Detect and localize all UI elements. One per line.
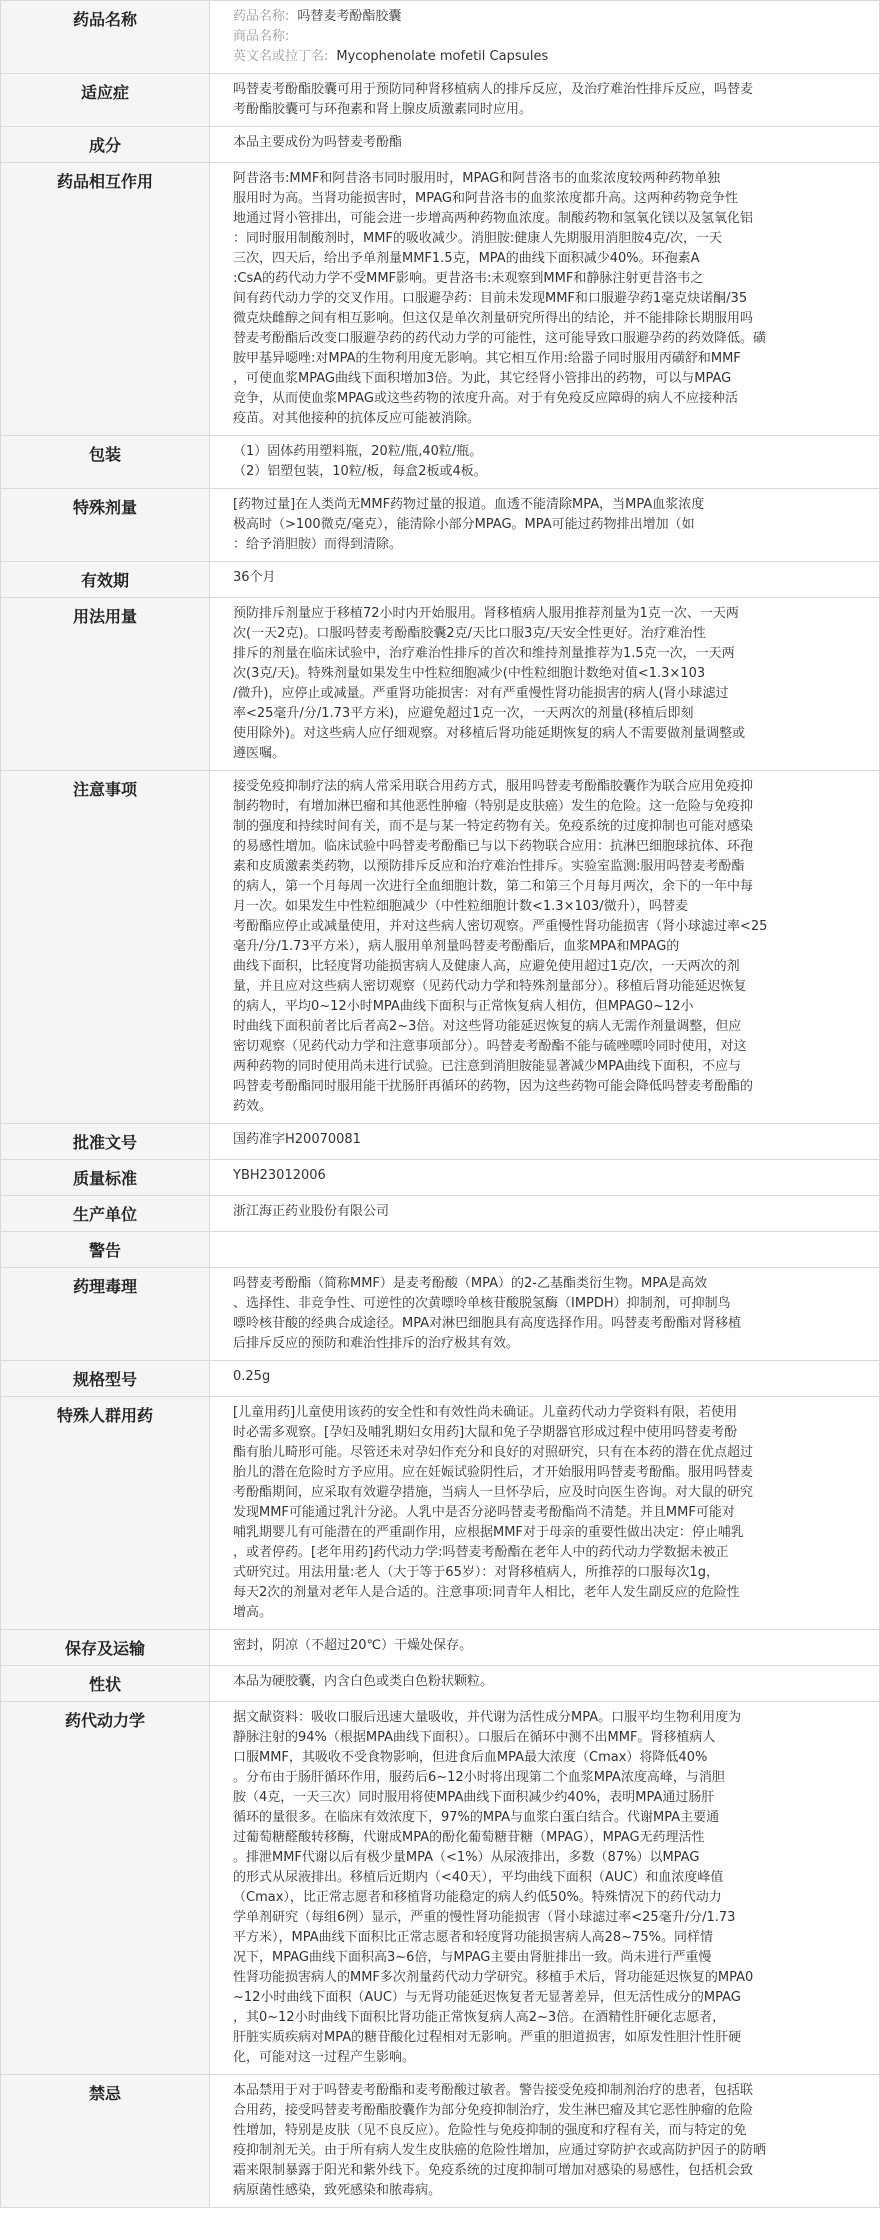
name-line xyxy=(233,27,865,47)
text-line: 。排泄MMF代谢以后有极少量MPA（<1%）从尿液排出，多数（87%）以MPAG xyxy=(233,1850,700,1865)
text-line: 式研究过。用法用量:老人（大于等于65岁）：对肾移植病人，所推荐的口服每次1g， xyxy=(233,1565,719,1580)
text-line: （Cmax），比正常志愿者和移植肾功能稳定的病人约低50%。特殊情况下的药代动力 xyxy=(233,1890,722,1905)
text-line: 的易感性增加。临床试验中吗替麦考酚酯已与以下药物联合应用：抗淋巴细胞球抗体、环孢 xyxy=(233,839,754,854)
text-line: 性增加，特别是皮肤（见不良反应）。危险性与免疫抑制的强度和疗程有关，而与特定的免 xyxy=(233,2123,747,2138)
text-line: 胎儿的潜在危险时方予应用。应在妊娠试验阴性后，才开始服用吗替麦考酚酯。服用吗替麦 xyxy=(233,1465,754,1480)
text-line: 每天2次的剂量对老年人是合适的。注意事项:同青年人相比，老年人发生副反应的危险性 xyxy=(233,1585,740,1600)
text-line: 制药物时，有增加淋巴瘤和其他恶性肿瘤（特别是皮肤癌）发生的危险。这一危险与免疫抑 xyxy=(233,799,754,814)
text-line: 静脉注射的94%（根据MPA曲线下面积）。口服后在循环中测不出MMF。肾移植病人 xyxy=(233,1730,716,1745)
pharmacokinetics-value xyxy=(210,1702,880,2075)
text-line: 使用除外)。对这些病人应仔细观察。对移植后肾功能延期恢复的病人不需要做剂量调整或 xyxy=(233,726,746,741)
text-line: [儿童用药]儿童使用该药的安全性和有效性尚未确证。儿童药代动力学资料有限，若使用 xyxy=(233,1405,738,1420)
text-line: ：给予消胆胺）而得到清除。 xyxy=(233,537,403,552)
text-line: 况下，MPAG曲线下面积高3~6倍，与MPAG主要由肾脏排出一致。尚未进行严重慢 xyxy=(233,1950,712,1965)
warning-value xyxy=(210,1232,880,1268)
text-line: 考酚酯期间，应采取有效避孕措施，当病人一旦怀孕后，应及时向医生咨询。对大鼠的研究 xyxy=(233,1485,754,1500)
text-line: 口服MMF，其吸收不受食物影响，但进食后血MPA最大浓度（Cmax）将降低40% xyxy=(233,1750,708,1765)
text-line: 胺甲基异噁唑:对MPA的生物利用度无影响。其它相互作用:给嚣子同时服用丙磺舒和MMF xyxy=(233,351,741,366)
text-line: 遵医嘱。 xyxy=(233,746,286,761)
text-line: 接受免疫抑制疗法的病人常采用联合用药方式，服用吗替麦考酚酯胶囊作为联合应用免疫抑 xyxy=(233,779,754,794)
text-line: ，其0~12小时曲线下面积比肾功能正常恢复病人高2~3倍。在酒精性肝硬化志愿者， xyxy=(233,2010,726,2025)
name-line-label: 药品名称: xyxy=(233,9,290,24)
warning-label: 警告 xyxy=(1,1232,210,1268)
text-line: 的形式从尿液排出。移植后近期内（<40天），平均曲线下面积（AUC）和血浓度峰值 xyxy=(233,1870,724,1885)
row-expiry xyxy=(1,562,880,598)
text-line: 曲线下面积，比轻度肾功能损害病人及健康人高，应避免使用超过1克/次，一天两次的剂 xyxy=(233,959,740,974)
name-line xyxy=(233,7,865,27)
text-line: 国药准字H20070081 xyxy=(233,1132,361,1147)
indications-label: 适应症 xyxy=(1,74,210,127)
text-line: YBH23012006 xyxy=(233,1168,326,1183)
text-line: 微克炔雌醇之间有相互影响。但这仅是单次剂量研究所得出的结论，并不能排除长期服用吗 xyxy=(233,311,754,326)
text-line: 化，可能对这一过程产生影响。 xyxy=(233,2050,416,2065)
text-line: 间有药代动力学的交叉作用。口服避孕药：目前未发现MMF和口服避孕药1毫克炔诺酮/35 xyxy=(233,291,748,306)
row-special-populations xyxy=(1,1397,880,1630)
manufacturer-label: 生产单位 xyxy=(1,1196,210,1232)
text-line: 阿昔洛韦:MMF和阿昔洛韦同时服用时，MPAG和阿昔洛韦的血浆浓度较两种药物单独 xyxy=(233,171,721,186)
text-line: 本品主要成份为吗替麦考酚酯 xyxy=(233,135,403,150)
text-line: 0.25g xyxy=(233,1369,271,1384)
special-populations-value xyxy=(210,1397,880,1630)
name-line-label: 商品名称: xyxy=(233,29,290,44)
packaging-label: 包装 xyxy=(1,436,210,489)
row-ingredients xyxy=(1,127,880,163)
text-line: 胺（4克，一天三次）同时服用将使MPA曲线下面积减少约40%，表明MPA通过肠肝 xyxy=(233,1790,715,1805)
row-indications xyxy=(1,74,880,127)
row-drug-name xyxy=(1,1,880,74)
row-manufacturer xyxy=(1,1196,880,1232)
text-line: 36个月 xyxy=(233,570,276,585)
drug-interactions-value xyxy=(210,163,880,436)
name-line-label: 英文名或拉丁名: xyxy=(233,49,329,64)
special-dosage-label: 特殊剂量 xyxy=(1,489,210,562)
storage-transport-value xyxy=(210,1630,880,1666)
text-line: 制的强度和持续时间有关，而不是与某一特定药物有关。免疫系统的过度抑制也可能对感染 xyxy=(233,819,754,834)
row-usage-dosage xyxy=(1,598,880,771)
text-line: 密切观察（见药代动力学和注意事项部分）。吗替麦考酚酯不能与硫唑嘌呤同时使用，对这 xyxy=(233,1039,747,1054)
text-line: 性肾功能损害病人的MMF多次剂量药代动力学研究。移植手术后，肾功能延迟恢复的MPA0 xyxy=(233,1970,754,1985)
text-line: 吗替麦考酚酯同时服用能干扰肠肝再循环的药物，因为这些药物可能会降低吗替麦考酚酯的 xyxy=(233,1079,754,1094)
row-pharmacology-toxicology xyxy=(1,1268,880,1361)
row-special-dosage xyxy=(1,489,880,562)
text-line: 本品禁用于对于吗替麦考酚酯和麦考酚酸过敏者。警告接受免疫抑制剂治疗的患者，包括联 xyxy=(233,2083,754,2098)
approval-number-label: 批准文号 xyxy=(1,1124,210,1160)
text-line: 的病人，第一个月每周一次进行全血细胞计数，第二和第三个月每月两次，余下的一年中每 xyxy=(233,879,754,894)
quality-standard-label: 质量标准 xyxy=(1,1160,210,1196)
text-line: 药效。 xyxy=(233,1099,273,1114)
drug-interactions-label: 药品相互作用 xyxy=(1,163,210,436)
row-pharmacokinetics xyxy=(1,1702,880,2075)
packaging-value xyxy=(210,436,880,489)
text-line: 平方米），MPA曲线下面积比正常志愿者和轻度肾功能损害病人高28~75%。同样情 xyxy=(233,1930,713,1945)
text-line: 三次，四天后，给出予单剂量MMF1.5克，MPA的曲线下面积减少40%。环孢素A xyxy=(233,251,700,266)
text-line: 学单剂研究（每组6例）显示，严重的慢性肾功能损害（肾小球滤过率<25毫升/分/1.73 xyxy=(233,1910,736,1925)
text-line: 循环的量很多。在临床有效浓度下，97%的MPA与血浆白蛋白结合。代谢MPA主要通 xyxy=(233,1810,720,1825)
specification-label: 规格型号 xyxy=(1,1361,210,1397)
drug-name-label: 药品名称 xyxy=(1,1,210,74)
description-value xyxy=(210,1666,880,1702)
row-quality-standard xyxy=(1,1160,880,1196)
name-line-value: Mycophenolate mofetil Capsules xyxy=(336,49,549,64)
expiry-label: 有效期 xyxy=(1,562,210,598)
storage-transport-label: 保存及运输 xyxy=(1,1630,210,1666)
text-line: /微升)，应停止或减量。严重肾功能损害：对有严重慢性肾功能损害的病人(肾小球滤过 xyxy=(233,686,729,701)
text-line: ，或者停药。[老年用药]药代动力学:吗替麦考酚酯在老年人中的药代动力学数据未被正 xyxy=(233,1545,729,1560)
text-line: 率<25毫升/分/1.73平方米)，应避免超过1克一次，一天两次的剂量(移植后即刻 xyxy=(233,706,694,721)
contraindications-value xyxy=(210,2075,880,2208)
precautions-label: 注意事项 xyxy=(1,771,210,1124)
row-precautions xyxy=(1,771,880,1124)
text-line: 霜来限制暴露于阳光和紫外线下。免疫系统的过度抑制可增加对感染的易感性，包括机会致 xyxy=(233,2163,754,2178)
text-line: 的病人，平均0~12小时MPA曲线下面积与正常恢复病人相仿，但MPAG0~12小 xyxy=(233,999,694,1014)
name-line xyxy=(233,47,865,67)
specification-value xyxy=(210,1361,880,1397)
pharmacokinetics-label: 药代动力学 xyxy=(1,1702,210,2075)
text-line: 增高。 xyxy=(233,1605,273,1620)
text-line: 后排斥反应的预防和难治性排斥的治疗极其有效。 xyxy=(233,1336,520,1351)
text-line: （1）固体药用塑料瓶，20粒/瓶,40粒/瓶。 xyxy=(233,444,483,459)
text-line: 两种药物的同时使用尚未进行试验。已注意到消胆胺能显著减少MPA曲线下面积，不应与 xyxy=(233,1059,742,1074)
text-line: 疫抑制剂无关。由于所有病人发生皮肤癌的危险性增加，应通过穿防护衣或高防护因子的防晒 xyxy=(233,2143,767,2158)
ingredients-value xyxy=(210,127,880,163)
row-warning xyxy=(1,1232,880,1268)
quality-standard-value xyxy=(210,1160,880,1196)
contraindications-label: 禁忌 xyxy=(1,2075,210,2208)
text-line: ：同时服用制酸剂时，MMF的吸收减少。消胆胺:健康人先期服用消胆胺4克/次，一天 xyxy=(233,231,722,246)
row-packaging xyxy=(1,436,880,489)
text-line: 肝脏实质疾病对MPA的糖苷酸化过程相对无影响。严重的胆道损害，如原发性胆汁性肝硬 xyxy=(233,2030,742,2045)
text-line: 发现MMF可能通过乳汁分泌。人乳中是否分泌吗替麦考酚酯尚不清楚。并且MMF可能对 xyxy=(233,1505,735,1520)
text-line: 地通过肾小管排出，可能会进一步增高两种药物血浓度。制酸药物和氢氧化镁以及氢氧化铝 xyxy=(233,211,754,226)
text-line: 本品为硬胶囊，内含白色或类白色粉状颗粒。 xyxy=(233,1674,494,1689)
text-line: 过葡萄糖醛酸转移酶，代谢成MPA的酚化葡萄糖苷糖（MPAG），MPAG无药理活性 xyxy=(233,1830,705,1845)
text-line: 量，并且应对这些病人密切观察（见药代动力学和特殊剂量部分）。移植后肾功能延迟恢复 xyxy=(233,979,747,994)
row-drug-interactions xyxy=(1,163,880,436)
text-line: 哺乳期婴儿有可能潜在的严重副作用，应根据MMF对于母亲的重要性做出决定：停止哺乳 xyxy=(233,1525,744,1540)
text-line: 排斥的剂量在临床试验中，治疗难治性排斥的首次和维持剂量推荐为1.5克一次，一天两 xyxy=(233,646,735,661)
text-line: 浙江海正药业股份有限公司 xyxy=(233,1204,390,1219)
row-specification xyxy=(1,1361,880,1397)
text-line: 月一次。如果发生中性粒细胞减少（中性粒细胞计数<1.3×103/微升），吗替麦 xyxy=(233,899,689,914)
text-line: 替麦考酚酯后改变口服避孕药的药代动力学的可能性，这可能导致口服避孕药的药效降低。磺 xyxy=(233,331,767,346)
text-line: 据文献资料：吸收口服后迅速大量吸收，并代谢为活性成分MPA。口服平均生物利用度为 xyxy=(233,1710,742,1725)
text-line: ，可使血浆MPAG曲线下面积增加3倍。为此，其它经肾小管排出的药物，可以与MPAG xyxy=(233,371,732,386)
text-line: 毫升/分/1.73平方米），病人服用单剂量吗替麦考酚酯后，血浆MPA和MPAG的 xyxy=(233,939,680,954)
ingredients-label: 成分 xyxy=(1,127,210,163)
text-line: 考酚酯胶囊可与环孢素和肾上腺皮质激素同时应用。 xyxy=(233,102,533,117)
approval-number-value xyxy=(210,1124,880,1160)
manufacturer-value xyxy=(210,1196,880,1232)
text-line: 合用药，接受吗替麦考酚酯胶囊作为部分免疫抑制治疗，发生淋巴瘤及其它恶性肿瘤的危险 xyxy=(233,2103,754,2118)
text-line: [药物过量]在人类尚无MMF药物过量的报道。血透不能清除MPA，当MPA血浆浓度 xyxy=(233,497,705,512)
text-line: 密封，阴凉（不超过20℃）干燥处保存。 xyxy=(233,1638,473,1653)
indications-value xyxy=(210,74,880,127)
text-line: 吗替麦考酚酯（简称MMF）是麦考酚酸（MPA）的2-乙基酯类衍生物。MPA是高效 xyxy=(233,1276,708,1291)
pharmacology-toxicology-label: 药理毒理 xyxy=(1,1268,210,1361)
text-line: 考酚酯应停止或减量使用，并对这些病人密切观察。严重慢性肾功能损害（肾小球滤过率<25 xyxy=(233,919,768,934)
row-approval-number xyxy=(1,1124,880,1160)
text-line: 素和皮质激素类药物，以预防排斥反应和治疗难治性排斥。实验室监测:服用吗替麦考酚酯 xyxy=(233,859,745,874)
text-line: 预防排斥剂量应于移植72小时内开始服用。肾移植病人服用推荐剂量为1克一次、一天两 xyxy=(233,606,739,621)
row-storage-transport xyxy=(1,1630,880,1666)
text-line: ~12小时曲线下面积（AUC）与无肾功能延迟恢复者无显著差异，但无活性成分的MPAG xyxy=(233,1990,741,2005)
drug-name-value xyxy=(210,1,880,74)
text-line: :CsA的药代动力学不受MMF影响。更昔洛韦:未观察到MMF和静脉注射更昔洛韦之 xyxy=(233,271,704,286)
row-description xyxy=(1,1666,880,1702)
text-line: 竞争，从而使血浆MPAG或这些药物的浓度升高。对于有免疫反应障碍的病人不应接种活 xyxy=(233,391,738,406)
expiry-value xyxy=(210,562,880,598)
text-line: 嘌呤核苷酸的经典合成途径。MPA对淋巴细胞具有高度选择作用。吗替麦考酚酯对肾移植 xyxy=(233,1316,742,1331)
text-line: 、选择性、非竞争性、可逆性的次黄嘌呤单核苷酸脱氢酶（IMPDH）抑制剂，可抑制鸟 xyxy=(233,1296,731,1311)
text-line: （2）铝塑包装，10粒/板，每盒2板或4板。 xyxy=(233,464,487,479)
description-label: 性状 xyxy=(1,1666,210,1702)
special-populations-label: 特殊人群用药 xyxy=(1,1397,210,1630)
text-line: 酯有胎儿畸形可能。尽管还未对孕妇作充分和良好的对照研究，只有在本药的潜在优点超过 xyxy=(233,1445,754,1460)
text-line: 极高时（>100微克/毫克），能清除小部分MPAG。MPA可能过药物排出增加（如 xyxy=(233,517,695,532)
text-line: 时曲线下面积前者比后者高2~3倍。对这些肾功能延迟恢复的病人无需作剂量调整，但应 xyxy=(233,1019,742,1034)
special-dosage-value xyxy=(210,489,880,562)
text-line: 次(3克/天)。特殊剂量如果发生中性粒细胞减少(中性粒细胞计数绝对值<1.3×103 xyxy=(233,666,706,681)
pharmacology-toxicology-value xyxy=(210,1268,880,1361)
text-line: 吗替麦考酚酯胶囊可用于预防同种肾移植病人的排斥反应，及治疗难治性排斥反应，吗替麦 xyxy=(233,82,754,97)
precautions-value xyxy=(210,771,880,1124)
text-line: 时必需多观察。[孕妇及哺乳期妇女用药]大鼠和兔子孕期器官形成过程中使用吗替麦考酚 xyxy=(233,1425,738,1440)
text-line: 次(一天2克)。口服吗替麦考酚酯胶囊2克/天比口服3克/天安全性更好。治疗难治性 xyxy=(233,626,706,641)
row-contraindications xyxy=(1,2075,880,2208)
usage-dosage-label: 用法用量 xyxy=(1,598,210,771)
usage-dosage-value xyxy=(210,598,880,771)
text-line: 病原菌性感染，致死感染和脓毒病。 xyxy=(233,2183,442,2198)
text-line: 。分布由于肠肝循环作用，服药后6~12小时将出现第二个血浆MPA浓度高峰，与消胆 xyxy=(233,1770,725,1785)
name-line-value: 吗替麦考酚酯胶囊 xyxy=(297,9,402,24)
text-line: 疫苗。对其他接种的抗体反应可能被消除。 xyxy=(233,411,481,426)
text-line: 服用时为高。当肾功能损害时，MPAG和阿昔洛韦的血浆浓度都升高。这两种药物竞争性 xyxy=(233,191,738,206)
